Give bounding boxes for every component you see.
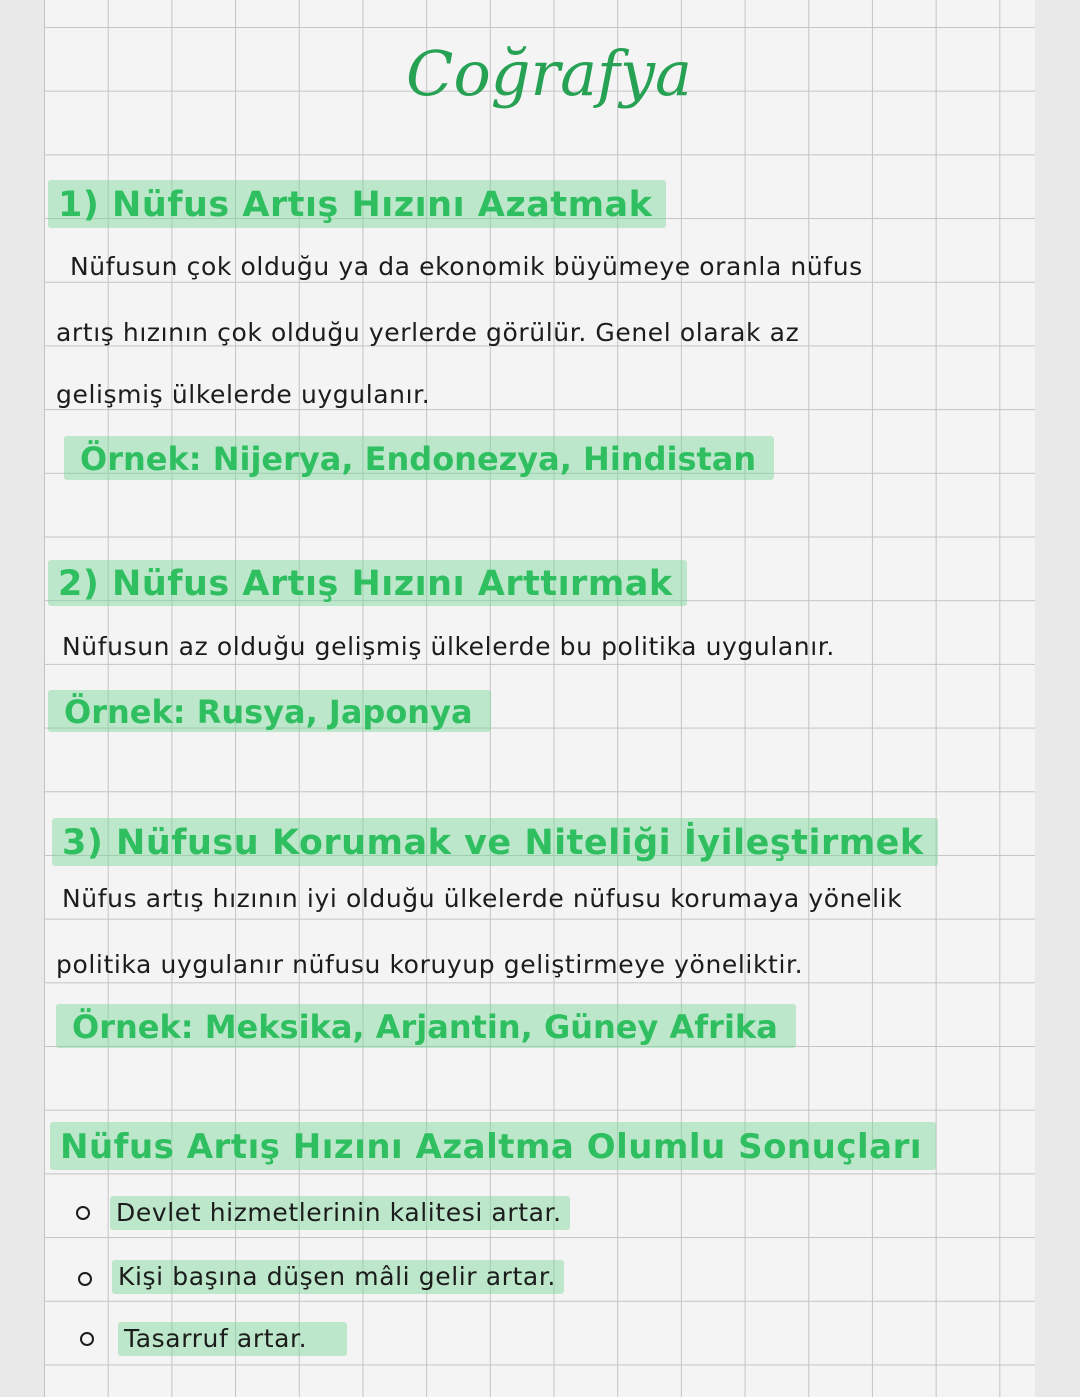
page-title [372,28,726,120]
section-1-example: Örnek: Nijerya, Endonezya, Hindistan [64,436,774,480]
bullet-2-text: Kişi başına düşen mâli gelir artar. [112,1260,564,1294]
section-1-line-1: Nüfusun çok olduğu ya da ekonomik büyümeye oranla nüfus [70,252,863,281]
section-3-example: Örnek: Meksika, Arjantin, Güney Afrika [56,1004,796,1048]
page-title-text: Coğrafya [406,37,692,110]
bullet-2-dot [78,1272,92,1286]
bullet-1-dot [76,1206,90,1220]
section-1-heading: 1) Nüfus Artış Hızını Azatmak [48,180,666,228]
section-2-heading: 2) Nüfus Artış Hızını Arttırmak [48,560,687,606]
bullet-3-dot [80,1332,94,1346]
section-3-line-2: politika uygulanır nüfusu koruyup geliştirmeye yöneliktir. [56,950,804,979]
section-2-example: Örnek: Rusya, Japonya [48,690,491,732]
bullet-3-text: Tasarruf artar. [118,1322,347,1356]
section-3-line-1: Nüfus artış hızının iyi olduğu ülkelerde nüfusu korumaya yönelik [62,884,903,913]
section-1-line-2: artış hızının çok olduğu yerlerde görülür. Genel olarak az [56,318,800,347]
section-1-line-3: gelişmiş ülkelerde uygulanır. [56,380,431,409]
section-2-line-1: Nüfusun az olduğu gelişmiş ülkelerde bu politika uygulanır. [62,632,835,661]
results-heading: Nüfus Artış Hızını Azaltma Olumlu Sonuçları [50,1122,936,1170]
bullet-1-text: Devlet hizmetlerinin kalitesi artar. [110,1196,570,1230]
section-3-heading: 3) Nüfusu Korumak ve Niteliği İyileştirmek [52,818,938,866]
